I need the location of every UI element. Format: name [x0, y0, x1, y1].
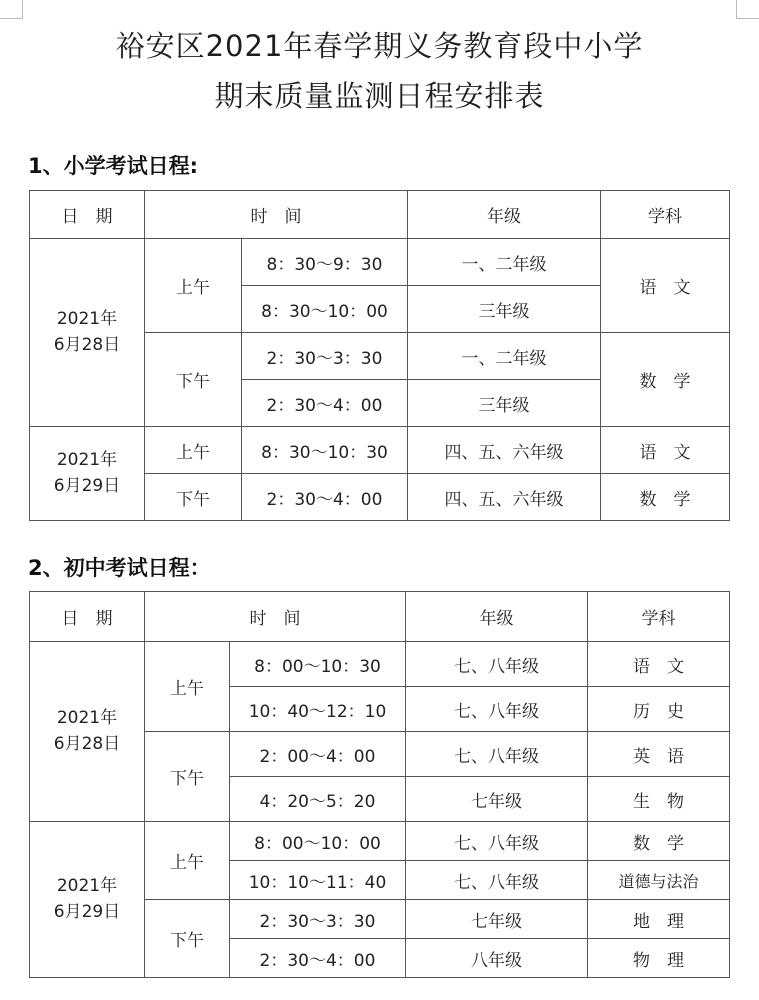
table-row — [30, 822, 730, 861]
subject-cell: 道德与法治 — [588, 861, 730, 900]
header-time: 时 间 — [145, 191, 408, 239]
time-cell: 4：20～5：20 — [230, 777, 406, 822]
subject-cell: 数 学 — [601, 333, 730, 427]
time-cell: 10：40～12：10 — [230, 687, 406, 732]
primary-schedule-table — [29, 190, 730, 521]
grade-cell: 四、五、六年级 — [408, 427, 601, 474]
time-cell: 8：00～10：00 — [230, 822, 406, 861]
subject-cell: 生 物 — [588, 777, 730, 822]
subject-cell: 数 学 — [601, 474, 730, 521]
time-cell: 10：10～11：40 — [230, 861, 406, 900]
table-row — [30, 427, 730, 474]
date-cell — [30, 239, 145, 427]
table-header-row — [30, 191, 730, 239]
document-title: 裕安区2021年春学期义务教育段中小学 — [115, 29, 644, 63]
period-cell: 上午 — [145, 642, 230, 732]
subject-cell: 数 学 — [588, 822, 730, 861]
header-date: 日 期 — [30, 592, 145, 642]
grade-cell: 七年级 — [406, 777, 588, 822]
period-cell: 上午 — [145, 822, 230, 900]
date-text: 2021年 6月29日 — [53, 450, 121, 496]
table-header-row — [30, 592, 730, 642]
page-corner-mark — [0, 0, 23, 19]
header-date: 日 期 — [30, 191, 145, 239]
junior-schedule-table — [29, 591, 730, 978]
time-cell: 2：00～4：00 — [230, 732, 406, 777]
subject-cell: 语 文 — [601, 239, 730, 333]
header-subject: 学科 — [601, 191, 730, 239]
time-cell: 2：30～3：30 — [242, 333, 408, 380]
header-grade: 年级 — [406, 592, 588, 642]
period-cell: 下午 — [145, 474, 242, 521]
header-subject: 学科 — [588, 592, 730, 642]
grade-cell: 七、八年级 — [406, 822, 588, 861]
period-cell: 上午 — [145, 239, 242, 333]
junior-schedule-heading: 2、初中考试日程： — [28, 556, 211, 580]
time-cell: 2：30～4：00 — [242, 474, 408, 521]
time-cell: 8：30～10：30 — [242, 427, 408, 474]
subject-cell: 英 语 — [588, 732, 730, 777]
subject-cell: 语 文 — [601, 427, 730, 474]
date-cell — [30, 427, 145, 521]
time-cell: 2：30～4：00 — [242, 380, 408, 427]
grade-cell: 八年级 — [406, 939, 588, 978]
subject-cell: 地 理 — [588, 900, 730, 939]
table-row — [30, 239, 730, 286]
grade-cell: 七、八年级 — [406, 732, 588, 777]
period-cell: 上午 — [145, 427, 242, 474]
time-cell: 8：30～10：00 — [242, 286, 408, 333]
grade-cell: 七、八年级 — [406, 687, 588, 732]
period-cell: 下午 — [145, 900, 230, 978]
date-cell — [30, 822, 145, 978]
subject-cell: 语 文 — [588, 642, 730, 687]
table-row — [30, 642, 730, 687]
period-cell: 下午 — [145, 333, 242, 427]
grade-cell: 四、五、六年级 — [408, 474, 601, 521]
primary-schedule-heading: 1、小学考试日程: — [28, 154, 199, 178]
subject-cell: 物 理 — [588, 939, 730, 978]
grade-cell: 七、八年级 — [406, 642, 588, 687]
date-text: 2021年 6月28日 — [53, 309, 121, 355]
header-time: 时 间 — [145, 592, 406, 642]
grade-cell: 一、二年级 — [408, 239, 601, 286]
time-cell: 8：00～10：30 — [230, 642, 406, 687]
page-corner-mark — [736, 0, 759, 19]
time-cell: 2：30～3：30 — [230, 900, 406, 939]
time-cell: 2：30～4：00 — [230, 939, 406, 978]
date-text: 2021年 6月29日 — [53, 876, 121, 922]
document-subtitle: 期末质量监测日程安排表 — [214, 79, 545, 113]
time-cell: 8：30～9：30 — [242, 239, 408, 286]
period-cell: 下午 — [145, 732, 230, 822]
grade-cell: 三年级 — [408, 286, 601, 333]
grade-cell: 七年级 — [406, 900, 588, 939]
grade-cell: 一、二年级 — [408, 333, 601, 380]
grade-cell: 七、八年级 — [406, 861, 588, 900]
date-text: 2021年 6月28日 — [53, 708, 121, 754]
date-cell — [30, 642, 145, 822]
subject-cell: 历 史 — [588, 687, 730, 732]
header-grade: 年级 — [408, 191, 601, 239]
grade-cell: 三年级 — [408, 380, 601, 427]
